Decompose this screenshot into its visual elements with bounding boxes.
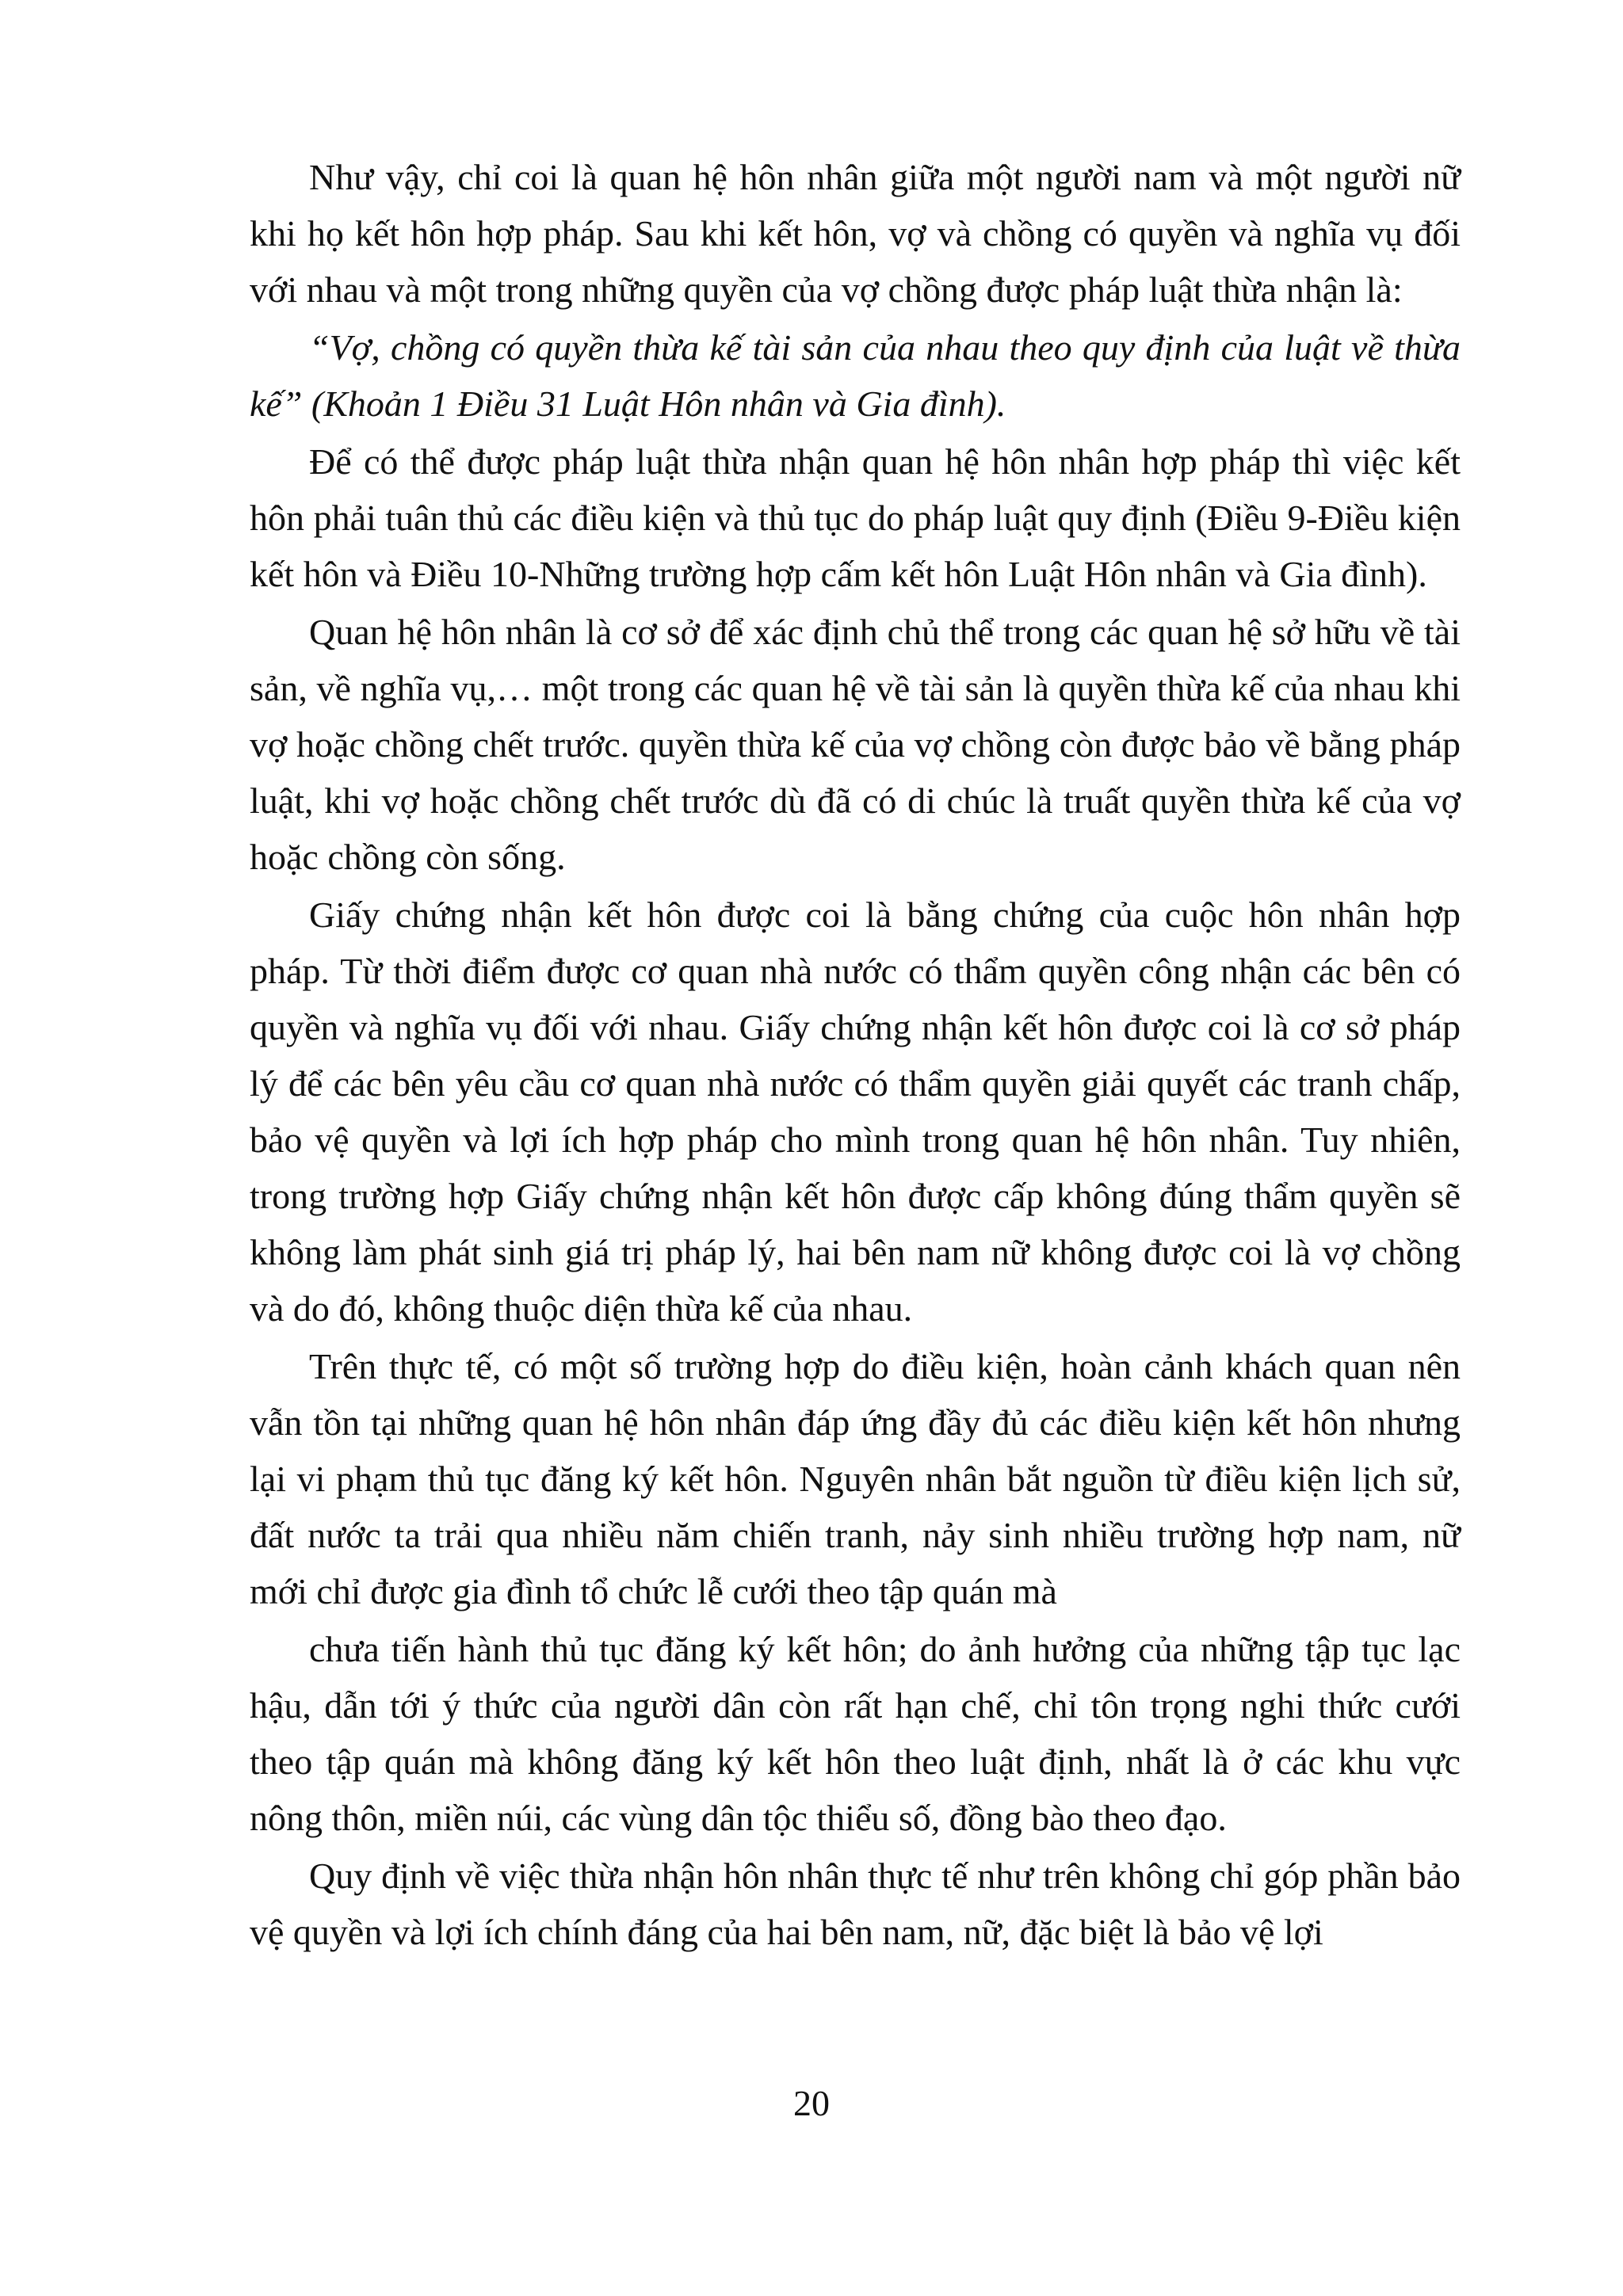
paragraph-7: chưa tiến hành thủ tục đăng ký kết hôn; do ảnh hưởng của những tập tục lạc hậu, dẫn tới ý thức của người dân còn rất hạn chế, chỉ tôn trọng nghi thức cưới theo tập quán mà không đăng ký kết hôn theo luật định, nhất là ở các khu vực nông thôn, miền núi, các vùng dân tộc thiểu số, đồng bào theo đạo.	[250, 1629, 1461, 1838]
paragraph-8: Quy định về việc thừa nhận hôn nhân thực tế như trên không chỉ góp phần bảo vệ quyền và lợi ích chính đáng của hai bên nam, nữ, đặc biệt là bảo vệ lợi	[250, 1855, 1461, 1952]
paragraph-4: Quan hệ hôn nhân là cơ sở để xác định chủ thể trong các quan hệ sở hữu về tài sản, về nghĩa vụ,… một trong các quan hệ về tài sản là quyền thừa kế của nhau khi vợ hoặc chồng chết trước. quyền thừa kế của vợ chồng còn được bảo về bằng pháp luật, khi vợ hoặc chồng chết trước dù đã có di chúc là truất quyền thừa kế của vợ hoặc chồng còn sống.	[250, 612, 1461, 877]
paragraph-6: Trên thực tế, có một số trường hợp do điều kiện, hoàn cảnh khách quan nên vẫn tồn tại những quan hệ hôn nhân đáp ứng đầy đủ các điều kiện kết hôn nhưng lại vi phạm thủ tục đăng ký kết hôn. Nguyên nhân bắt nguồn từ điều kiện lịch sử, đất nước ta trải qua nhiều năm chiến tranh, nảy sinh nhiều trường hợp nam, nữ mới chỉ được gia đình tổ chức lễ cưới theo tập quán mà	[250, 1346, 1461, 1611]
page-number: 20	[793, 2083, 830, 2123]
paragraph-3: Để có thể được pháp luật thừa nhận quan hệ hôn nhân hợp pháp thì việc kết hôn phải tuân thủ các điều kiện và thủ tục do pháp luật quy định (Điều 9-Điều kiện kết hôn và Điều 10-Những trường hợp cấm kết hôn Luật Hôn nhân và Gia đình).	[250, 441, 1461, 594]
body-text	[250, 149, 1461, 1962]
paragraph-1: Như vậy, chỉ coi là quan hệ hôn nhân giữa một người nam và một người nữ khi họ kết hôn hợp pháp. Sau khi kết hôn, vợ và chồng có quyền và nghĩa vụ đối với nhau và một trong những quyền của vợ chồng được pháp luật thừa nhận là:	[250, 157, 1461, 310]
paragraph-quote: “Vợ, chồng có quyền thừa kế tài sản của nhau theo quy định của luật về thừa kế” (Khoản 1 Điều 31 Luật Hôn nhân và Gia đình).	[250, 327, 1461, 424]
paragraph-5: Giấy chứng nhận kết hôn được coi là bằng chứng của cuộc hôn nhân hợp pháp. Từ thời điểm được cơ quan nhà nước có thẩm quyền công nhận các bên có quyền và nghĩa vụ đối với nhau. Giấy chứng nhận kết hôn được coi là cơ sở pháp lý để các bên yêu cầu cơ quan nhà nước có thẩm quyền giải quyết các tranh chấp, bảo vệ quyền và lợi ích hợp pháp cho mình trong quan hệ hôn nhân. Tuy nhiên, trong trường hợp Giấy chứng nhận kết hôn được cấp không đúng thẩm quyền sẽ không làm phát sinh giá trị pháp lý, hai bên nam nữ không được coi là vợ chồng và do đó, không thuộc diện thừa kế của nhau.	[250, 894, 1461, 1329]
